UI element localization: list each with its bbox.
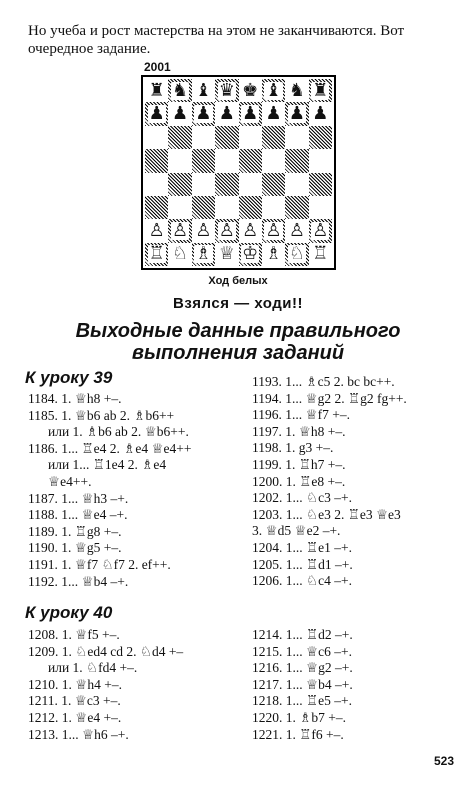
board-square	[168, 102, 191, 125]
chess-piece: ♟	[288, 103, 305, 125]
diagram-caption: Ход белых	[208, 275, 268, 287]
board-square	[285, 196, 308, 219]
lesson-40-left-column	[28, 627, 183, 743]
board-square	[285, 79, 308, 102]
answer-line: 1198. 1. g3 +–.	[252, 440, 334, 456]
board-square	[285, 149, 308, 172]
board-square	[215, 149, 238, 172]
answer-line: 1189. 1. ♖g8 +–.	[28, 523, 122, 539]
chess-piece: ♜	[312, 79, 329, 101]
chess-piece: ♚	[242, 79, 259, 101]
board-square	[145, 126, 168, 149]
chess-piece: ♟	[171, 103, 189, 125]
lesson-40-title: К уроку 40	[25, 603, 113, 622]
intro-paragraph: Но учеба и рост мастерства на этом не заканчиваются. Вот очередное задание.	[28, 23, 405, 57]
answer-line: 1202. 1... ♘c3 –+.	[252, 490, 352, 506]
motto: Взялся — ходи!!	[173, 295, 303, 312]
board-square	[239, 126, 262, 149]
chess-piece: ♟	[195, 103, 212, 125]
board-square	[309, 102, 332, 125]
board-square	[309, 173, 332, 196]
page-number: 523	[433, 754, 454, 768]
answer-line: 1197. 1. ♕h8 +–.	[252, 423, 346, 439]
board-square	[215, 126, 238, 149]
board-square	[168, 79, 191, 102]
board-square	[145, 196, 168, 219]
heading-line-2: выполнения заданий	[131, 342, 345, 364]
answer-line: ♕e4++.	[48, 473, 92, 489]
lesson-39-title: К уроку 39	[25, 368, 113, 387]
chess-piece: ♝	[195, 79, 212, 101]
chess-piece: ♟	[242, 103, 259, 125]
answer-line: 1199. 1. ♖h7 +–.	[252, 456, 346, 472]
answer-line: 1185. 1. ♕b6 ab 2. ♗b6++	[28, 407, 175, 423]
chess-piece: ♙	[265, 219, 282, 241]
chess-piece: ♞	[288, 79, 305, 101]
board-square	[192, 173, 215, 196]
chess-piece: ♙	[148, 219, 165, 241]
chess-piece: ♙	[288, 219, 305, 241]
answer-line: 1203. 1... ♘e3 2. ♖e3 ♕e3	[252, 506, 401, 522]
chess-piece: ♙	[171, 219, 189, 241]
chess-piece: ♖	[148, 243, 165, 265]
board-square	[192, 102, 215, 125]
answer-line: 1206. 1... ♘c4 –+.	[252, 573, 352, 589]
answer-line: 1187. 1... ♕h3 –+.	[28, 490, 129, 506]
answer-line: 1192. 1... ♕b4 –+.	[28, 573, 129, 589]
board-square	[239, 196, 262, 219]
answer-line: 1218. 1... ♖e5 –+.	[252, 693, 352, 709]
board-square	[192, 219, 215, 242]
board-square	[215, 102, 238, 125]
heading-line-1: Выходные данные правильного	[75, 320, 401, 342]
answer-line: 1213. 1... ♕h6 –+.	[28, 726, 129, 742]
chess-piece: ♜	[148, 79, 165, 101]
board-square	[285, 243, 308, 266]
answer-line: 1210. 1. ♕h4 +–.	[28, 676, 122, 692]
board-square	[262, 243, 285, 266]
chess-piece: ♙	[242, 219, 259, 241]
chess-piece: ♟	[312, 103, 329, 125]
board-square	[309, 79, 332, 102]
answer-line: 1191. 1. ♕f7 ♘f7 2. ef++.	[28, 556, 171, 572]
board-square	[285, 219, 308, 242]
board-square	[309, 219, 332, 242]
chess-piece: ♙	[195, 219, 212, 241]
board-square	[192, 126, 215, 149]
chess-piece: ♝	[265, 79, 282, 101]
board-square	[239, 173, 262, 196]
answer-line: 1194. 1... ♕g2 2. ♖g2 fg++.	[252, 390, 407, 406]
board-square	[285, 102, 308, 125]
board-square	[168, 243, 191, 266]
board-square	[239, 102, 262, 125]
chess-piece: ♞	[171, 79, 189, 101]
answer-line: 1188. 1... ♕e4 –+.	[28, 507, 128, 523]
board-square	[215, 196, 238, 219]
answer-line: 1186. 1... ♖e4 2. ♗e4 ♕e4++	[28, 440, 192, 456]
board-square	[239, 79, 262, 102]
chess-piece: ♕	[218, 243, 235, 265]
answer-line: 1200. 1. ♖e8 +–.	[252, 473, 346, 489]
answer-line: 1208. 1. ♕f5 +–.	[28, 627, 120, 642]
board-square	[192, 243, 215, 266]
board-square	[309, 126, 332, 149]
answer-line: или 1. ♗b6 ab 2. ♕b6++.	[48, 424, 189, 440]
answer-line: 1184. 1. ♕h8 +–.	[28, 391, 122, 406]
board-square	[192, 196, 215, 219]
chess-piece: ♟	[218, 103, 235, 125]
board-square	[262, 126, 285, 149]
answer-line: 1215. 1... ♕c6 –+.	[252, 643, 352, 659]
chess-board	[145, 79, 332, 266]
board-square	[145, 219, 168, 242]
board-square	[168, 126, 191, 149]
answer-line: 3. ♕d5 ♕e2 –+.	[252, 523, 341, 539]
board-square	[145, 102, 168, 125]
board-square	[262, 196, 285, 219]
lesson-39-left-column	[28, 391, 192, 590]
answer-line: 1221. 1. ♖f6 +–.	[252, 726, 344, 742]
answer-line: 1205. 1... ♖d1 –+.	[252, 556, 353, 572]
board-square	[168, 196, 191, 219]
board-square	[145, 173, 168, 196]
board-square	[262, 173, 285, 196]
answer-line: 1211. 1. ♕c3 +–.	[28, 693, 121, 709]
chess-piece: ♘	[171, 243, 189, 265]
chess-diagram	[141, 75, 336, 270]
board-square	[215, 79, 238, 102]
board-square	[145, 149, 168, 172]
board-square	[145, 79, 168, 102]
board-square	[215, 173, 238, 196]
board-square	[192, 79, 215, 102]
board-square	[168, 149, 191, 172]
answer-line: 1196. 1... ♕f7 +–.	[252, 407, 350, 423]
answer-line: или 1. ♘fd4 +–.	[48, 660, 138, 676]
answer-line: 1220. 1. ♗b7 +–.	[252, 709, 346, 725]
chess-piece: ♟	[265, 103, 282, 125]
board-square	[168, 173, 191, 196]
board-square	[215, 243, 238, 266]
chess-piece: ♖	[312, 243, 329, 265]
board-square	[285, 126, 308, 149]
answer-line: или 1... ♖1e4 2. ♗e4	[48, 457, 167, 473]
board-square	[262, 102, 285, 125]
chess-piece: ♗	[195, 243, 212, 265]
lesson-40-right-column	[252, 627, 353, 743]
chess-piece: ♟	[148, 103, 165, 125]
answer-line: 1217. 1... ♕b4 –+.	[252, 676, 353, 692]
board-square	[262, 149, 285, 172]
chess-piece: ♗	[265, 243, 282, 265]
board-square	[239, 219, 262, 242]
board-square	[309, 196, 332, 219]
chess-piece: ♘	[288, 243, 305, 265]
board-square	[168, 219, 191, 242]
answer-line: 1204. 1... ♖e1 –+.	[252, 539, 352, 555]
board-square	[309, 243, 332, 266]
board-square	[262, 219, 285, 242]
answer-line: 1212. 1. ♕e4 +–.	[28, 709, 122, 725]
chess-piece: ♙	[218, 219, 235, 241]
board-square	[145, 243, 168, 266]
answer-line: 1214. 1... ♖d2 –+.	[252, 627, 353, 642]
board-square	[192, 149, 215, 172]
board-square	[262, 79, 285, 102]
answer-line: 1216. 1... ♕g2 –+.	[252, 660, 353, 676]
answer-line: 1190. 1. ♕g5 +–.	[28, 540, 122, 556]
section-heading	[0, 320, 476, 364]
board-square	[309, 149, 332, 172]
chess-piece: ♛	[218, 79, 235, 101]
answer-line: 1193. 1... ♗c5 2. bc bc++.	[252, 374, 395, 389]
board-square	[285, 173, 308, 196]
diagram-number: 2001	[144, 60, 171, 74]
chess-piece: ♙	[312, 219, 329, 241]
board-square	[239, 149, 262, 172]
chess-piece: ♔	[242, 243, 259, 265]
board-square	[239, 243, 262, 266]
answer-line: 1209. 1. ♘ed4 cd 2. ♘d4 +–	[28, 643, 184, 659]
lesson-39-right-column	[252, 374, 407, 590]
board-square	[215, 219, 238, 242]
